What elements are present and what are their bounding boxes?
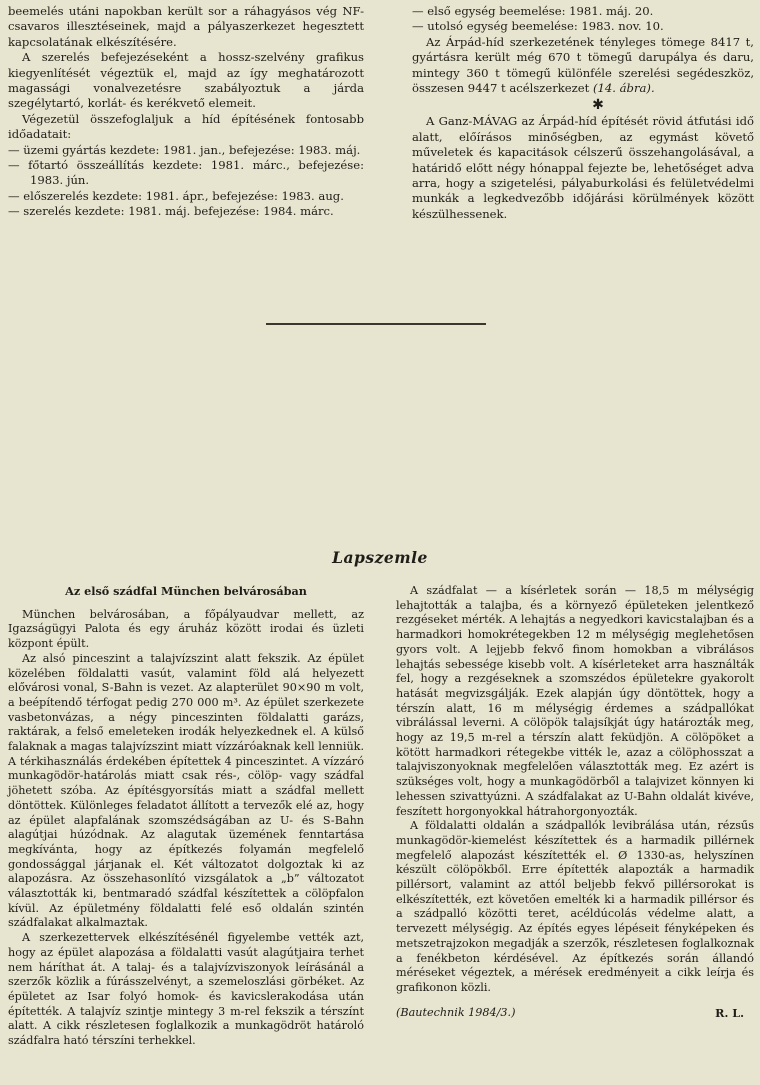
article-right-column (396, 584, 754, 1020)
paragraph: Végezetül összefoglaljuk a híd építésének fontosabb időadatait: (8, 111, 364, 142)
citation: (Bautechnik 1984/3.) (396, 1005, 516, 1019)
list-item: — előszerelés kezdete: 1981. ápr., befejezése: 1983. aug. (8, 188, 344, 203)
top-left-column (8, 4, 364, 220)
article-left-column (8, 584, 364, 1049)
paragraph-text: Az Árpád-híd szerkezetének tényleges tömege 8417 t, gyártásra került még 670 t tömegű darupálya és daru, mintegy 360 t tömegű különféle szerelési segédeszköz, összesen 9447 t acélszerkezet (412, 34, 754, 96)
section-divider (266, 323, 486, 325)
list-item: — első egység beemelése: 1981. máj. 20. (412, 4, 654, 18)
paragraph: beemelés utáni napokban került sor a ráhagyásos vég NF-csavaros illesztéseinek, majd a pályaszerkezet hegesztett kapcsolatának elkészítésére. (8, 4, 364, 49)
paragraph: A szerelés befejezéseként a hossz-szelvény grafikus kiegyenlítését végeztük el, majd az így meghatározott magassági vonalvezetésre szabályoztuk a járda szegélytartó, korlát- és kerékvető elemeit. (8, 50, 364, 111)
section-title: Lapszemle (332, 548, 428, 567)
figure-reference: (14. ábra). (593, 81, 655, 96)
paragraph: A földalatti oldalán a szádpallók levibrálása után, rézsűs munkagödör-kiemelést készítettek és a harmadik pillérnek megfelelő alapozást készítették el. Ø 1330-as, helyszínen készült cölöpökből. Erre építették alapozták a harmadik pillérsort, valamint az attól beljebb fekvő pillérsorokat is elkészítették, ezt követően emelték ki a harmadik pillérsor és a szádpalló közötti teret, acéldúcolás védelme alatt, a tervezett mélységig. Az építés egyes lépéseit fényképeken és metszetrajzokon megadják a szerzők, részletesen foglalkoznak a fenékbeton kérdésével. Az építkezés során állandó méréseket végeztek, a mérések eredményeit a cikk leírja és grafikonon közli. (396, 819, 754, 994)
author-signature: R. L. (715, 1005, 744, 1020)
paragraph: A szerkezettervek elkészítésénél figyelembe vették azt, hogy az épület alapozása a földalatti vasút alagútjaira terhet nem háríthat át. A talaj- és a talajvízviszonyok leírásánál a szerzők közlik a fúrásszelvényt, a szemeloszlási görbéket. Az épületet az Isar folyó homok- és kavicslerakodása után építették. A talajvíz szintje mintegy 3 m-rel fekszik a térszínt alatt. A cikk részletesen foglalkozik a munkagödröt határoló szádfalra ható térszíni terhekkel. (8, 931, 364, 1048)
paragraph (412, 35, 754, 97)
article-title: Az első szádfal München belvárosában (65, 584, 307, 598)
list-item: — főtartó összeállítás kezdete: 1981. márc., befejezése: 1983. jún. (8, 158, 364, 188)
paragraph: A szádfalat — a kísérletek során — 18,5 m mélységig lehajtották a talajba, és a környező épületeken jelentkező rezgéseket mérték. A lehajtás a negyedkori kavicstalajban és a harmadkori homokrétegekben 12 m mélységig meglehetősen gyors volt. A lejjebb fekvő finom homokban a vibrálásos lehajtás sebessége kisebb volt. A kísérleteket arra használták fel, hogy a rezgéseknek a szomszédos épületekre gyakorolt hatását megvizsgálják. Ezek alapján úgy döntöttek, hogy a térszín alatt, 16 m mélységig érdemes a szádpallókat vibrálással leverni. A cölöpök talajsíkját úgy határozták meg, hogy az 19,5 m-rel a térszín alatt feküdjön. A cölöpöket a kötött harmadkori rétegekbe vitték le, azaz a cölöphosszat a talajviszonyoknak megfelelően választották meg. Ez azért is szükséges volt, hogy a munkagödörből a talajvizet könnyen ki lehessen szivattyúzni. A szádfalakat az U-Bahn oldalát kivéve, feszített horgonyokkal hátrahorgonyozták. (396, 584, 754, 818)
list-item: — szerelés kezdete: 1981. máj. befejezése: 1984. márc. (8, 204, 334, 219)
list-item: — utolsó egység beemelése: 1983. nov. 10. (412, 19, 664, 34)
paragraph: München belvárosában, a főpályaudvar mellett, az Igazságügyi Palota és egy áruház között irodai és üzleti központ épült. (8, 607, 364, 651)
citation-row (396, 1006, 754, 1021)
list-item: — üzemi gyártás kezdete: 1981. jan., befejezése: 1983. máj. (8, 142, 361, 157)
paragraph: Az alsó pinceszint a talajvízszint alatt fekszik. Az épület közelében földalatti vasút, valamint föld alá helyezett elővárosi vonal, S-Bahn is vezet. Az alapterület 90×90 m volt, a beépítendő térfogat pedig 270 000 m³. Az épület szerkezete vasbetonvázas, a négy pinceszinten földalatti garázs, raktárak, a felső emeleteken irodák helyezkednek el. A külső falaknak a magas talajvízszint miatt vízzáróaknak kell lenniük. A térkihasználás érdekében építettek 4 pinceszintet. A vízzáró munkagödör-határolás miatt csak rés-, cölöp- vagy szádfal jöhetett szóba. Az építésgyorsítás miatt a szádfal mellett döntöttek. Különleges feladatot állított a tervezők elé az, hogy az épület alapfalának szomszédságában az U- és S-Bahn alagútjai húzódnak. Az alagutak üzemének fenntartása megkívánta, hogy az építkezés folyamán megfelelő gondossággal járjanak el. Két változatot dolgoztak ki az alapozásra. Az összehasonlító vizsgálatok a „b” változatot választották ki, bentmaradó szádfal készítettek a cölöpfalon kívül. Az épületmény földalatti felé eső oldalán szintén szádfalakat alkalmaztak. (8, 651, 364, 930)
top-right-column (412, 4, 754, 222)
separator-star-icon: ✱ (592, 97, 604, 114)
paragraph: A Ganz-MÁVAG az Árpád-híd építését rövid átfutási idő alatt, előírásos minőségben, az egymást követő műveletek és kapacitások célszerű összehangolásával, a határidő előtt négy hónappal fejezte be, lehetőséget adva arra, hogy a szigetelési, pályaburkolási és felületvédelmi munkák a legkedvezőbb időjárási körülmények között készülhessenek. (412, 114, 754, 221)
